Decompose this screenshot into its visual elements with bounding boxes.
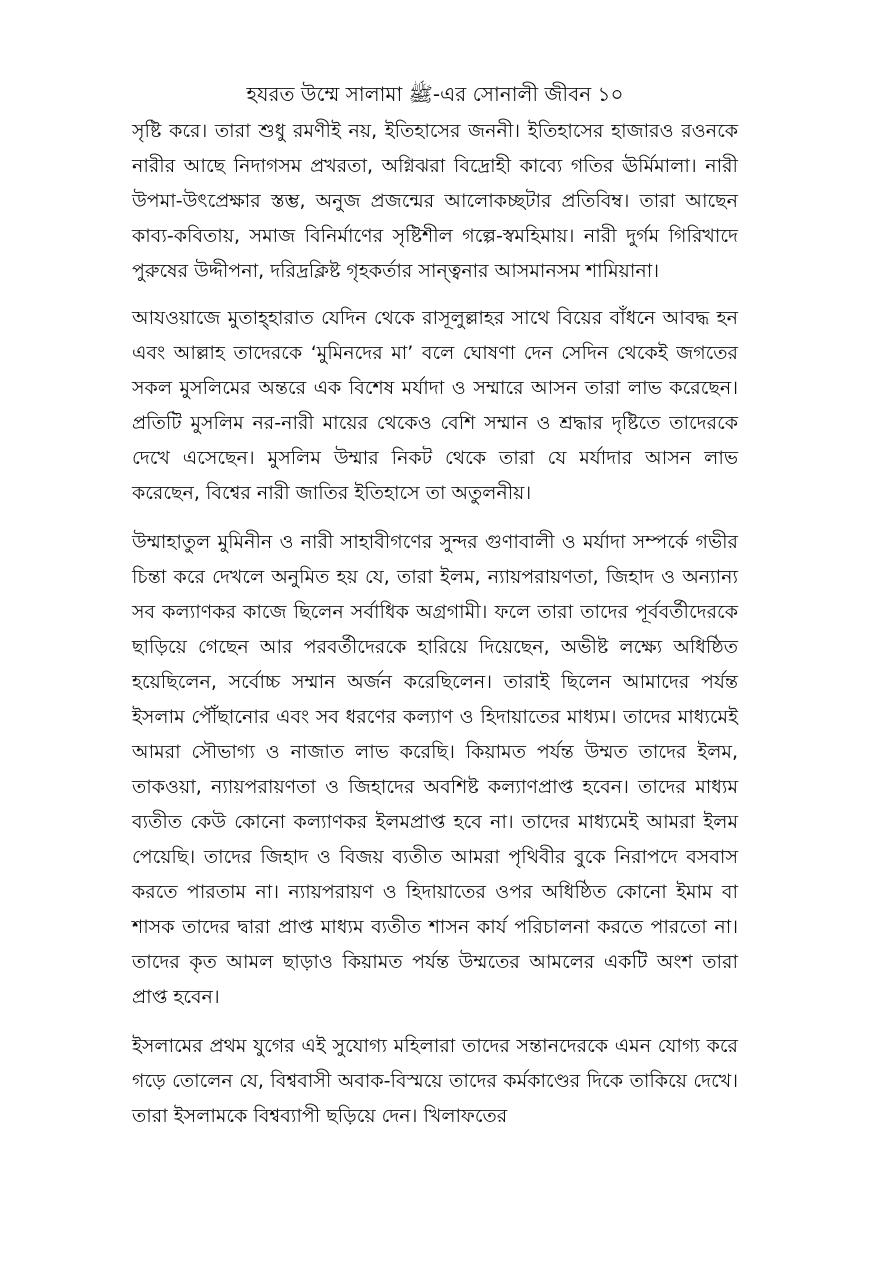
body-text	[132, 114, 738, 1146]
paragraph-2: আযওয়াজে মুতাহ্হারাত যেদিন থেকে রাসূলুল্লাহর সাথে বিয়ের বাঁধনে আবদ্ধ হন এবং আল্লাহ তাদেরকে ‘মুমিনদের মা’ বলে ঘোষণা দেন সেদিন থেকেই জগতের সকল মুসলিমের অন্তরে এক বিশেষ মর্যাদা ও সম্মারে আসন তারা লাভ করেছেন। প্রতিটি মুসলিম নর-নারী মায়ের থেকেও বেশি সম্মান ও শ্রদ্ধার দৃষ্টিতে তাদেরকে দেখে এসেছেন। মুসলিম উম্মার নিকট থেকে তারা যে মর্যাদার আসন লাভ করেছেন, বিশ্বের নারী জাতির ইতিহাসে তা অতুলনীয়।	[132, 307, 738, 504]
paragraph-1: সৃষ্টি করে। তারা শুধু রমণীই নয়, ইতিহাসের জননী। ইতিহাসের হাজারও রওনকে নারীর আছে নিদাগসম প্রখরতা, অগ্নিঝরা বিদ্রোহী কাব্যে গতির ঊর্মিমালা। নারী উপমা-উৎপ্রেক্ষার স্তম্ভ, অনুজ প্রজন্মের আলোকচ্ছটার প্রতিবিম্ব। তারা আছেন কাব্য-কবিতায়, সমাজ বিনির্মাণের সৃষ্টিশীল গল্পে-স্বমহিমায়। নারী দুর্গম গিরিখাদে পুরুষের উদ্দীপনা, দরিদ্রক্লিষ্ট গৃহকর্তার সান্ত্বনার আসমানসম শামিয়ানা।	[132, 120, 738, 282]
paragraph-3: উম্মাহাতুল মুমিনীন ও নারী সাহাবীগণের সুন্দর গুণাবালী ও মর্যাদা সম্পর্কে গভীর চিন্তা করে দেখলে অনুমিত হয় যে, তারা ইলম, ন্যায়পরায়ণতা, জিহাদ ও অন্যান্য সব কল্যাণকর কাজে ছিলেন সর্বাধিক অগ্রগামী। ফলে তারা তাদের পূর্ববর্তীদেরকে ছাড়িয়ে গেছেন আর পরবর্তীদেরকে হারিয়ে দিয়েছেন, অভীষ্ট লক্ষ্যে অধিষ্ঠিত হয়েছিলেন, সর্বোচ্চ সম্মান অর্জন করেছিলেন। তারাই ছিলেন আমাদের পর্যন্ত ইসলাম পৌঁছানোর এবং সব ধরণের কল্যাণ ও হিদায়াতের মাধ্যম। তাদের মাধ্যমেই আমরা সৌভাগ্য ও নাজাত লাভ করেছি। কিয়ামত পর্যন্ত উম্মত তাদের ইলম, তাকওয়া, ন্যায়পরায়ণতা ও জিহাদের অবশিষ্ট কল্যাণপ্রাপ্ত হবেন। তাদের মাধ্যম ব্যতীত কেউ কোনো কল্যাণকর ইলমপ্রাপ্ত হবে না। তাদের মাধ্যমেই আমরা ইলম পেয়েছি। তাদের জিহাদ ও বিজয় ব্যতীত আমরা পৃথিবীর বুকে নিরাপদে বসবাস করতে পারতাম না। ন্যায়পরায়ণ ও হিদায়াতের ওপর অধিষ্ঠিত কোনো ইমাম বা শাসক তাদের দ্বারা প্রাপ্ত মাধ্যম ব্যতীত শাসন কার্য পরিচালনা করতে পারতো না। তাদের কৃত আমল ছাড়াও কিয়ামত পর্যন্ত উম্মতের আমলের একটি অংশ তারা প্রাপ্ত হবেন।	[132, 531, 738, 1008]
running-header: হযরত উম্মে সালামা ﷺ-এর সোনালী জীবন ১০	[246, 82, 624, 106]
paragraph-4: ইসলামের প্রথম যুগের এই সুযোগ্য মহিলারা তাদের সন্তানদেরকে এমন যোগ্য করে গড়ে তোলেন যে, বিশ্ববাসী অবাক-বিস্ময়ে তাদের কর্মকাণ্ডের দিকে তাকিয়ে দেখে। তারা ইসলামকে বিশ্বব্যাপী ছড়িয়ে দেন। খিলাফতের	[132, 1035, 738, 1127]
